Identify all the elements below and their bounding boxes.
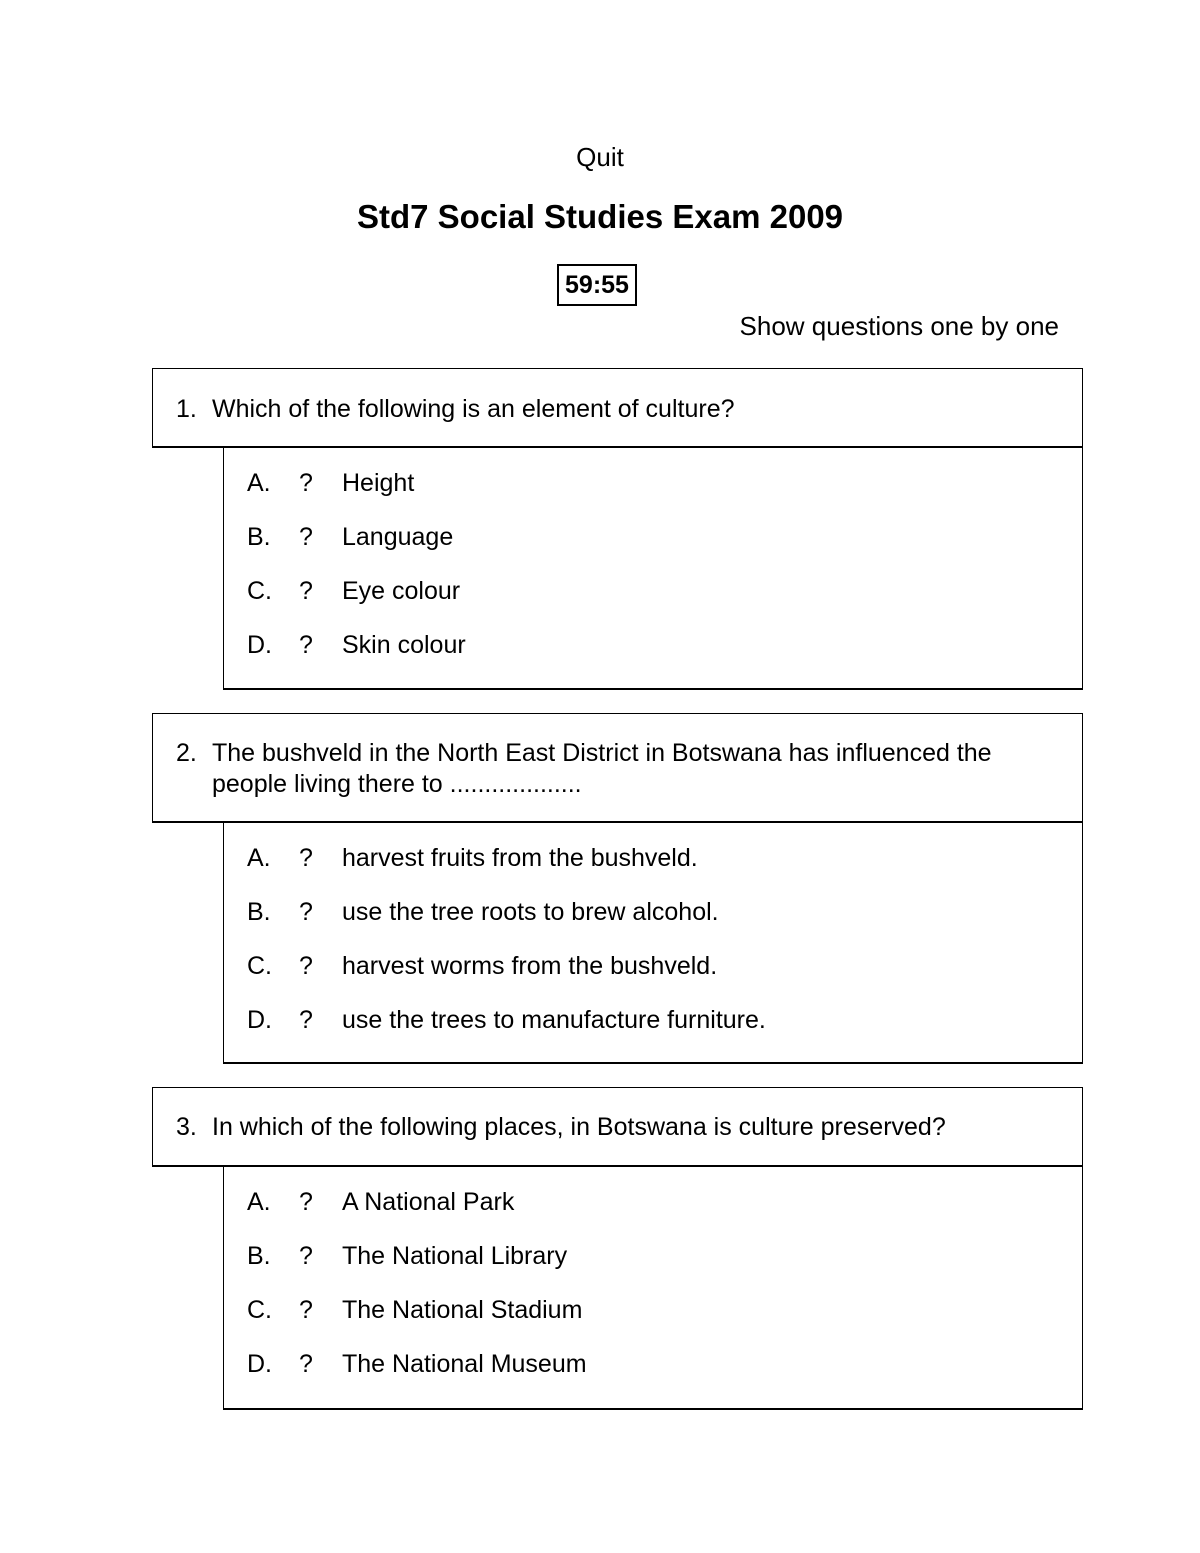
option-radio-icon[interactable]: ?: [299, 1188, 313, 1216]
option-text: The National Museum: [342, 1350, 587, 1378]
question-number: 1.: [176, 395, 197, 423]
option-letter: A.: [247, 469, 271, 497]
question-text: The bushveld in the North East District in Botswana has influenced the people living there to ...................: [212, 739, 992, 798]
option-letter: C.: [247, 577, 272, 605]
page-title: Std7 Social Studies Exam 2009: [356, 198, 844, 235]
option-text: The National Library: [342, 1242, 568, 1270]
option-letter: B.: [247, 898, 271, 926]
option-text: A National Park: [342, 1188, 515, 1216]
answer-option[interactable]: [224, 1295, 1082, 1349]
answer-option[interactable]: [224, 843, 1082, 897]
question-1-options: [223, 448, 1083, 690]
option-letter: D.: [247, 1006, 272, 1034]
answer-option[interactable]: [224, 1005, 1082, 1059]
option-text: Eye colour: [342, 577, 461, 605]
question-3-options: [223, 1167, 1083, 1410]
option-text: harvest fruits from the bushveld.: [342, 844, 698, 872]
option-text: use the tree roots to brew alcohol.: [342, 898, 719, 926]
option-radio-icon[interactable]: ?: [299, 1242, 313, 1270]
option-radio-icon[interactable]: ?: [299, 469, 313, 497]
question-text: In which of the following places, in Botswana is culture preserved?: [212, 1113, 946, 1141]
option-text: harvest worms from the bushveld.: [342, 952, 718, 980]
question-2: [152, 713, 1083, 823]
option-letter: C.: [247, 952, 272, 980]
answer-option[interactable]: [224, 468, 1082, 522]
option-letter: D.: [247, 1350, 272, 1378]
show-one-by-one-link[interactable]: Show questions one by one: [739, 311, 1059, 341]
option-radio-icon[interactable]: ?: [299, 631, 313, 659]
option-text: The National Stadium: [342, 1296, 583, 1324]
option-radio-icon[interactable]: ?: [299, 1296, 313, 1324]
option-radio-icon[interactable]: ?: [299, 1006, 313, 1034]
option-letter: B.: [247, 523, 271, 551]
answer-option[interactable]: [224, 897, 1082, 951]
quit-link[interactable]: Quit: [576, 142, 624, 172]
option-radio-icon[interactable]: ?: [299, 1350, 313, 1378]
option-letter: A.: [247, 844, 271, 872]
option-radio-icon[interactable]: ?: [299, 952, 313, 980]
question-1: [152, 368, 1083, 448]
question-2-options: [223, 823, 1083, 1064]
option-text: Language: [342, 523, 454, 551]
question-3: [152, 1087, 1083, 1167]
question-number: 2.: [176, 739, 197, 767]
option-text: use the trees to manufacture furniture.: [342, 1006, 766, 1034]
option-letter: A.: [247, 1188, 271, 1216]
option-text: Skin colour: [342, 631, 466, 659]
option-radio-icon[interactable]: ?: [299, 898, 313, 926]
option-radio-icon[interactable]: ?: [299, 844, 313, 872]
answer-option[interactable]: [224, 1241, 1082, 1295]
answer-option[interactable]: [224, 522, 1082, 576]
answer-option[interactable]: [224, 630, 1082, 684]
answer-option[interactable]: [224, 576, 1082, 630]
answer-option[interactable]: [224, 951, 1082, 1005]
answer-option[interactable]: [224, 1187, 1082, 1241]
option-radio-icon[interactable]: ?: [299, 577, 313, 605]
option-letter: C.: [247, 1296, 272, 1324]
countdown-timer: 59:55: [557, 264, 637, 306]
option-letter: D.: [247, 631, 272, 659]
option-radio-icon[interactable]: ?: [299, 523, 313, 551]
question-text: Which of the following is an element of culture?: [212, 395, 735, 423]
answer-option[interactable]: [224, 1349, 1082, 1403]
option-text: Height: [342, 469, 415, 497]
option-letter: B.: [247, 1242, 271, 1270]
question-number: 3.: [176, 1113, 197, 1141]
